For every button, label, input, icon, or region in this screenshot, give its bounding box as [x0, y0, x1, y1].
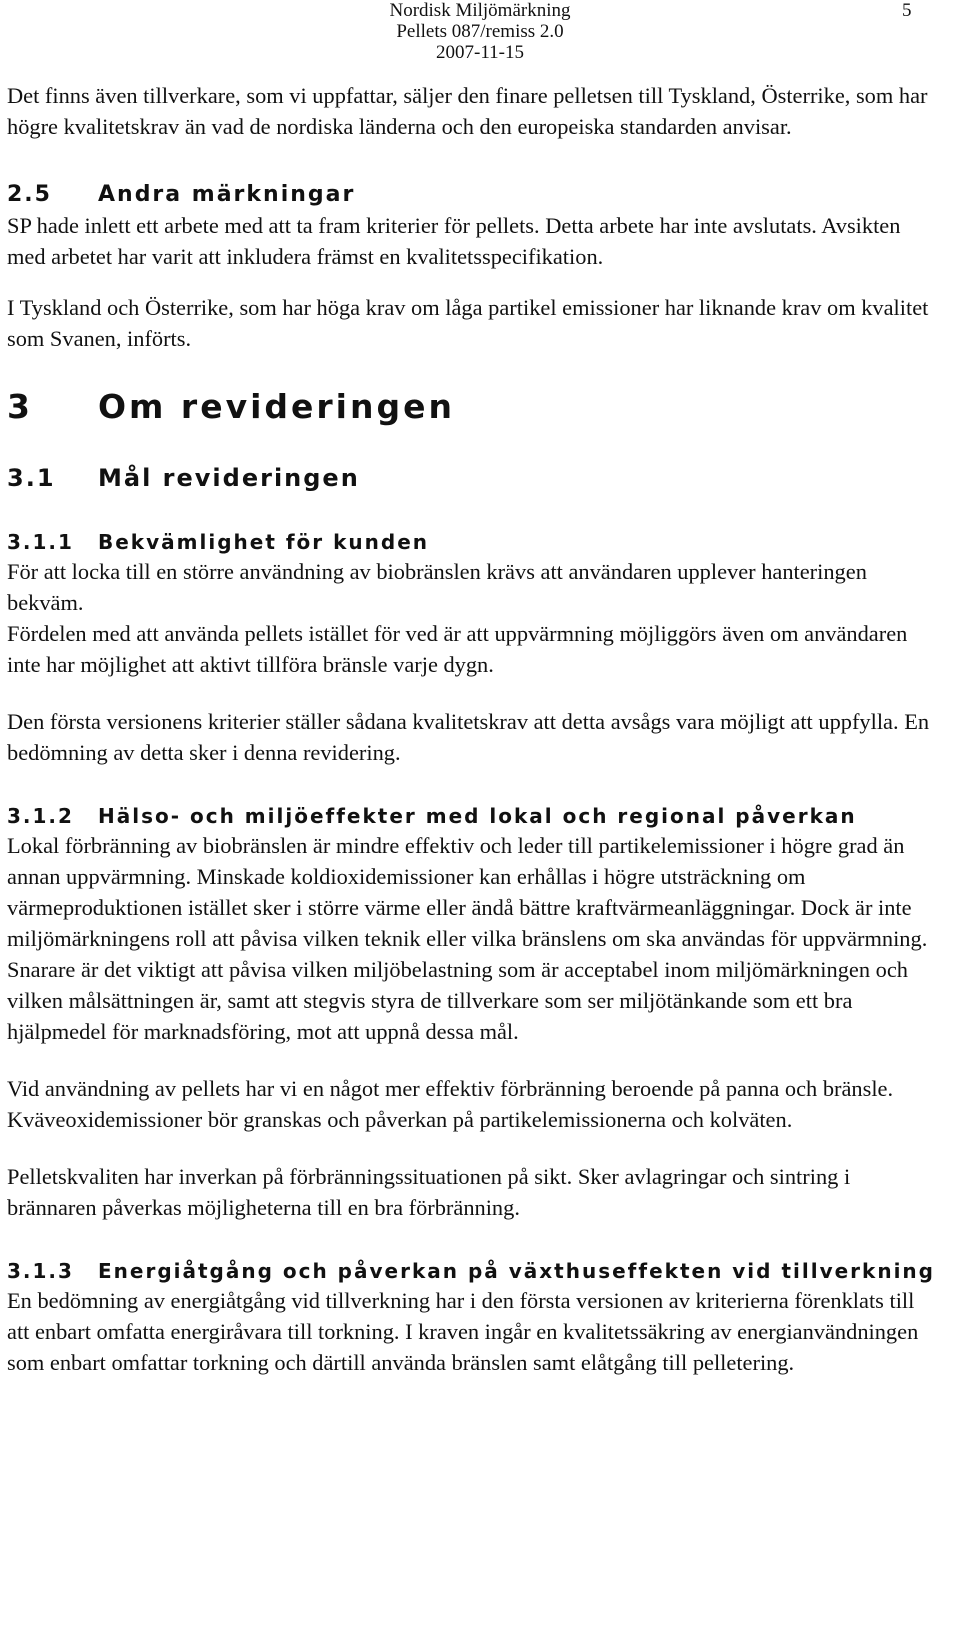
section-title: Energiåtgång och påverkan på växthuseffekten vid tillverkning — [98, 1259, 935, 1283]
paragraph-first-version: Den första versionens kriterier ställer sådana kvalitetskrav att detta avsågs vara möjligt att uppfylla. En bedömning av detta sker i denna revidering. — [7, 709, 930, 765]
paragraph-sp-work: SP hade inlett ett arbete med att ta fram kriterier för pellets. Detta arbete har inte avslutats. Avsikten med arbetet har varit att inkludera främst en kvalitetsspecifikation. — [7, 213, 901, 269]
section-number: 2.5 — [7, 182, 52, 207]
header-date: 2007-11-15 — [436, 42, 524, 63]
section-title: Mål revideringen — [98, 464, 360, 492]
paragraph-export-quality: Det finns även tillverkare, som vi uppfattar, säljer den finare pelletsen till Tyskland, Österrike, som har högre kvalitetskrav än vad de nordiska länderna och den europeiska standarden anvisar. — [7, 83, 928, 139]
paragraph-pellets-efficiency: Vid användning av pellets har vi en något mer effektiv förbränning beroende på panna och bränsle. Kväveoxidemissioner bör granskas och påverkan på partikelemissionerna och kolväten. — [7, 1076, 894, 1132]
page-number: 5 — [902, 0, 912, 21]
section-number: 3.1.3 — [7, 1259, 74, 1283]
header-organization: Nordisk Miljömärkning — [389, 0, 571, 21]
header-document-id: Pellets 087/remiss 2.0 — [396, 21, 564, 42]
paragraph-pellets-advantage: Fördelen med att använda pellets istället för ved är att uppvärmning möjliggörs även om användaren inte har möjlighet att aktivt tillföra bränsle varje dygn. — [7, 621, 908, 677]
section-number: 3.1.2 — [7, 804, 74, 828]
section-heading-3-1-1 — [7, 528, 942, 556]
paragraph-germany-austria: I Tyskland och Österrike, som har höga krav om låga partikel emissioner har liknande krav om kvalitet som Svanen, införts. — [7, 295, 929, 351]
section-title: Bekvämlighet för kunden — [98, 530, 429, 554]
paragraph-energy-assessment: En bedömning av energiåtgång vid tillverkning har i den första versionen av kriterierna förenklats till att enbart omfatta energiråvara till torkning. I kraven ingår en kvalitetssäkring av energianvändningen som enbart omfattar torkning och därtill använda bränslen samt elåtgång till pelletering. — [7, 1288, 919, 1375]
section-number: 3.1.1 — [7, 530, 74, 554]
paragraph-pellet-quality: Pelletskvaliten har inverkan på förbränningssituationen på sikt. Sker avlagringar och sintring i brännaren påverkas möjligheterna till en bra förbränning. — [7, 1164, 851, 1220]
page-header — [370, 0, 590, 63]
paragraph-local-combustion: Lokal förbränning av biobränslen är mindre effektiv och leder till partikelemissioner i högre grad än annan uppvärmning. Minskade koldioxidemissioner kan erhållas i högre utsträckning om värmeproduktionen istället sker i större värme eller ändå bättre kraftvärmeanläggningar. Dock är inte miljömärkningens roll att påvisa vilken teknik eller vilka bränslens om ska användas för uppvärmning. Snarare är det viktigt att påvisa vilken miljöbelastning som är acceptabel inom miljömärkningen och vilken målsättningen är, samt att stegvis styra de tillverkare som ser miljötänkande som ett bra hjälpmedel för marknadsföring, mot att uppnå dessa mål. — [7, 833, 928, 1044]
section-title: Hälso- och miljöeffekter med lokal och regional påverkan — [98, 804, 857, 828]
section-number: 3.1 — [7, 464, 56, 492]
document-body — [7, 80, 942, 1378]
section-heading-2-5 — [7, 180, 942, 210]
section-number: 3 — [7, 387, 33, 426]
section-heading-3-1 — [7, 462, 942, 494]
section-title: Andra märkningar — [98, 182, 356, 207]
section-title: Om revideringen — [98, 387, 455, 426]
section-heading-3 — [7, 386, 942, 428]
section-heading-3-1-2 — [7, 802, 942, 830]
section-heading-3-1-3 — [7, 1257, 942, 1285]
paragraph-convenience: För att locka till en större användning av biobränslen krävs att användaren upplever hanteringen bekväm. — [7, 559, 867, 615]
